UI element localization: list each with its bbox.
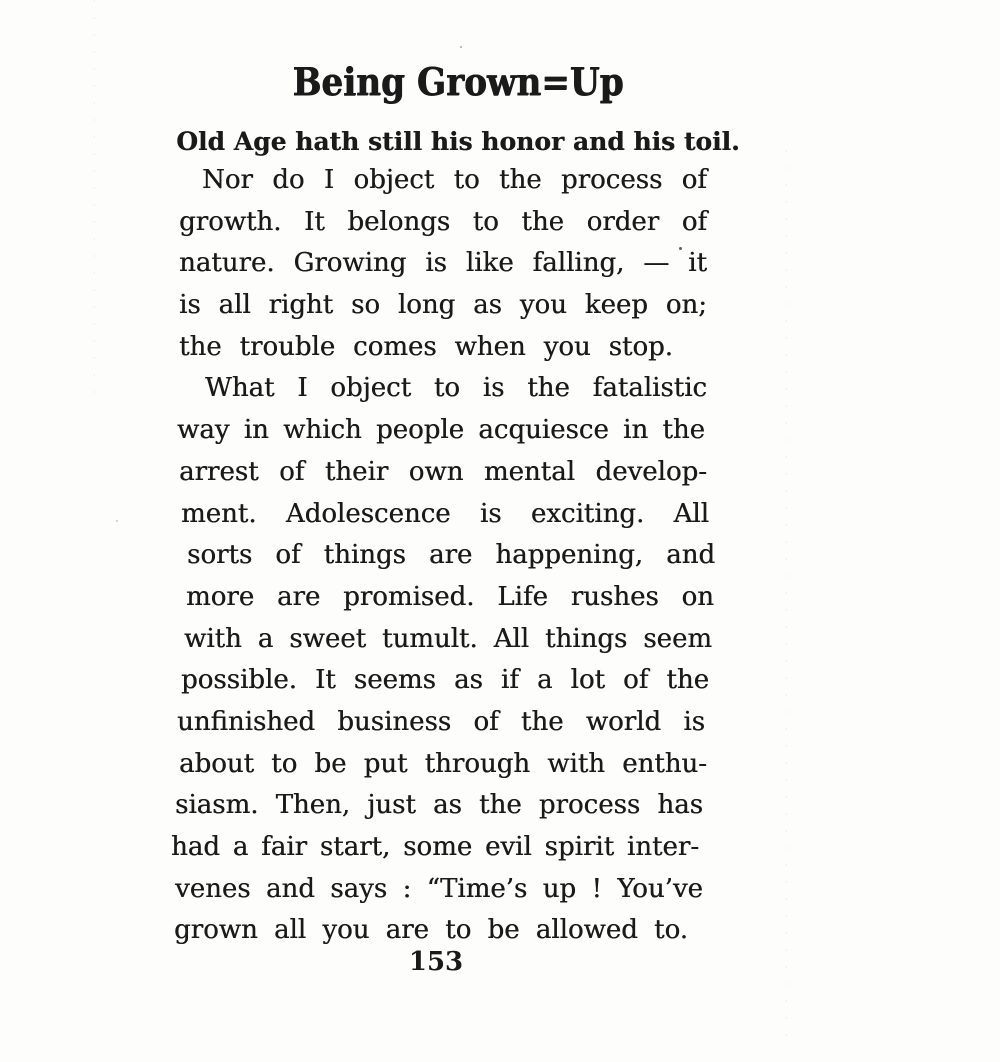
- word: are: [385, 915, 429, 946]
- text-line: [187, 535, 715, 577]
- word: tumult.: [382, 623, 478, 654]
- text-line: [179, 327, 673, 369]
- word: you: [543, 331, 591, 362]
- text-line: [179, 744, 707, 786]
- word: long: [397, 290, 456, 321]
- word: seems: [353, 665, 436, 696]
- word: up: [542, 873, 577, 904]
- word: Then,: [275, 790, 351, 821]
- word: to.: [654, 915, 688, 946]
- text-line: [174, 910, 688, 952]
- word: of: [681, 206, 707, 237]
- word: !: [591, 873, 602, 904]
- word: all: [273, 915, 307, 946]
- word: unfinished: [177, 706, 316, 737]
- word: all: [218, 290, 251, 321]
- scan-artifact-speck: [460, 46, 462, 48]
- word: if: [500, 665, 519, 696]
- word: is: [482, 373, 505, 404]
- word: All: [493, 623, 530, 654]
- word: way: [177, 415, 230, 446]
- word: enthu-: [622, 748, 707, 779]
- word: evil: [484, 832, 532, 862]
- word: spirit: [544, 832, 615, 862]
- word: some: [403, 832, 473, 862]
- word: in: [243, 415, 269, 446]
- word: allowed: [535, 915, 638, 946]
- word: to: [433, 373, 460, 404]
- word: possible.: [181, 665, 297, 696]
- word: :: [402, 873, 412, 904]
- word: things: [545, 623, 628, 654]
- word: it: [688, 248, 707, 279]
- word: through: [424, 748, 531, 779]
- word: You’ve: [617, 873, 703, 904]
- word: own: [408, 456, 464, 487]
- word: to: [453, 165, 480, 195]
- word: to: [445, 915, 472, 946]
- word: keep: [584, 290, 648, 321]
- word: object: [330, 373, 412, 404]
- word: is: [179, 290, 201, 321]
- page-text: [171, 160, 715, 952]
- text-line: [184, 619, 712, 661]
- word: you: [322, 915, 370, 946]
- word: Growing: [293, 248, 407, 279]
- text-line: [179, 243, 707, 285]
- word: venes: [175, 873, 251, 904]
- word: rushes: [570, 581, 659, 612]
- word: of: [275, 540, 301, 571]
- word: growth.: [179, 206, 282, 237]
- word: is: [425, 248, 447, 279]
- word: mental: [483, 456, 575, 487]
- word: a: [257, 623, 274, 654]
- word: with: [547, 748, 605, 779]
- word: be: [314, 748, 347, 779]
- word: and: [666, 540, 715, 571]
- word: sorts: [187, 540, 253, 571]
- word: a: [232, 832, 249, 862]
- word: when: [454, 331, 526, 362]
- word: start,: [319, 832, 391, 862]
- word: so: [350, 290, 380, 321]
- text-line: [179, 160, 707, 202]
- text-line: [181, 660, 709, 702]
- word: of: [681, 165, 707, 195]
- word: seem: [643, 623, 712, 654]
- word: as: [454, 665, 483, 696]
- word: of: [279, 456, 305, 487]
- word: right: [268, 290, 334, 321]
- word: do: [272, 165, 305, 195]
- word: just: [367, 790, 416, 821]
- text-line: [179, 285, 707, 327]
- word: the: [499, 165, 542, 195]
- word: sweet: [289, 623, 367, 654]
- word: business: [337, 706, 452, 737]
- word: put: [363, 748, 408, 779]
- word: be: [487, 915, 520, 946]
- word: is: [479, 498, 502, 529]
- word: inter-: [626, 832, 699, 862]
- word: It: [315, 665, 336, 696]
- word: object: [353, 165, 435, 195]
- word: had: [171, 832, 220, 862]
- word: is: [683, 706, 705, 737]
- word: comes: [353, 331, 437, 362]
- text-line: [186, 577, 714, 619]
- text-line: [177, 702, 705, 744]
- word: about: [179, 748, 254, 779]
- text-line: [177, 410, 705, 452]
- word: process: [538, 790, 641, 821]
- word: What: [205, 373, 275, 404]
- word: belongs: [347, 206, 451, 237]
- text-line: [175, 785, 703, 827]
- word: I: [323, 165, 335, 195]
- word: things: [323, 540, 406, 571]
- word: ment.: [181, 498, 257, 529]
- word: order: [586, 206, 660, 237]
- word: on;: [665, 290, 707, 321]
- word: process: [560, 165, 663, 195]
- scan-artifact-line-left: [94, 0, 95, 400]
- word: acquiesce: [478, 415, 609, 446]
- word: the: [521, 206, 564, 237]
- epigraph: Old Age hath still his honor and his toil.: [176, 127, 740, 156]
- word: of: [473, 706, 499, 737]
- word: nature.: [179, 248, 275, 279]
- word: are: [428, 540, 473, 571]
- word: a: [536, 665, 553, 696]
- word: are: [276, 581, 321, 612]
- word: the: [666, 665, 709, 696]
- text-line: [175, 869, 703, 911]
- word: promised.: [343, 581, 475, 612]
- word: their: [324, 456, 389, 487]
- word: Life: [497, 581, 548, 612]
- word: the: [520, 706, 564, 737]
- word: has: [657, 790, 703, 821]
- word: exciting.: [530, 498, 645, 529]
- word: the: [479, 790, 522, 821]
- scan-artifact-speck: [116, 520, 118, 522]
- page-number: 153: [408, 947, 464, 977]
- word: happening,: [495, 540, 644, 571]
- word: you: [519, 290, 567, 321]
- word: people: [375, 415, 465, 446]
- word: siasm.: [175, 790, 259, 821]
- word: All: [673, 498, 709, 529]
- page-title-text: Being Grown=Up: [292, 59, 624, 104]
- word: falling,: [532, 248, 625, 279]
- word: says: [330, 873, 388, 904]
- word: more: [186, 581, 255, 612]
- word: I: [297, 373, 308, 404]
- text-line: [179, 368, 707, 410]
- word: lot: [570, 665, 605, 696]
- word: stop.: [608, 331, 673, 362]
- word: Nor: [202, 165, 253, 195]
- word: world: [585, 706, 662, 737]
- word: arrest: [179, 456, 259, 487]
- word: as: [473, 290, 502, 321]
- word: and: [265, 873, 315, 904]
- word: the: [662, 415, 705, 446]
- word: It: [304, 206, 325, 237]
- scan-artifact-line-right: [786, 150, 787, 1050]
- word: develop-: [595, 456, 707, 487]
- word: —: [643, 248, 670, 279]
- word: as: [433, 790, 462, 821]
- word: trouble: [239, 331, 336, 362]
- word: fair: [261, 832, 307, 862]
- text-line: [181, 494, 709, 536]
- word: “Time’s: [426, 873, 528, 904]
- word: the: [179, 331, 222, 362]
- word: to: [472, 206, 499, 237]
- text-line: [171, 827, 699, 869]
- word: fatalistic: [592, 373, 707, 404]
- word: with: [184, 623, 242, 654]
- page-title: [0, 59, 916, 109]
- word: like: [465, 248, 514, 279]
- word: the: [527, 373, 570, 404]
- text-line: [179, 202, 707, 244]
- word: in: [623, 415, 649, 446]
- text-line: [179, 452, 707, 494]
- word: which: [283, 415, 362, 446]
- word: to: [271, 748, 298, 779]
- word: grown: [174, 915, 258, 946]
- word: on: [681, 581, 714, 612]
- word: of: [623, 665, 649, 696]
- word: Adolescence: [285, 498, 451, 529]
